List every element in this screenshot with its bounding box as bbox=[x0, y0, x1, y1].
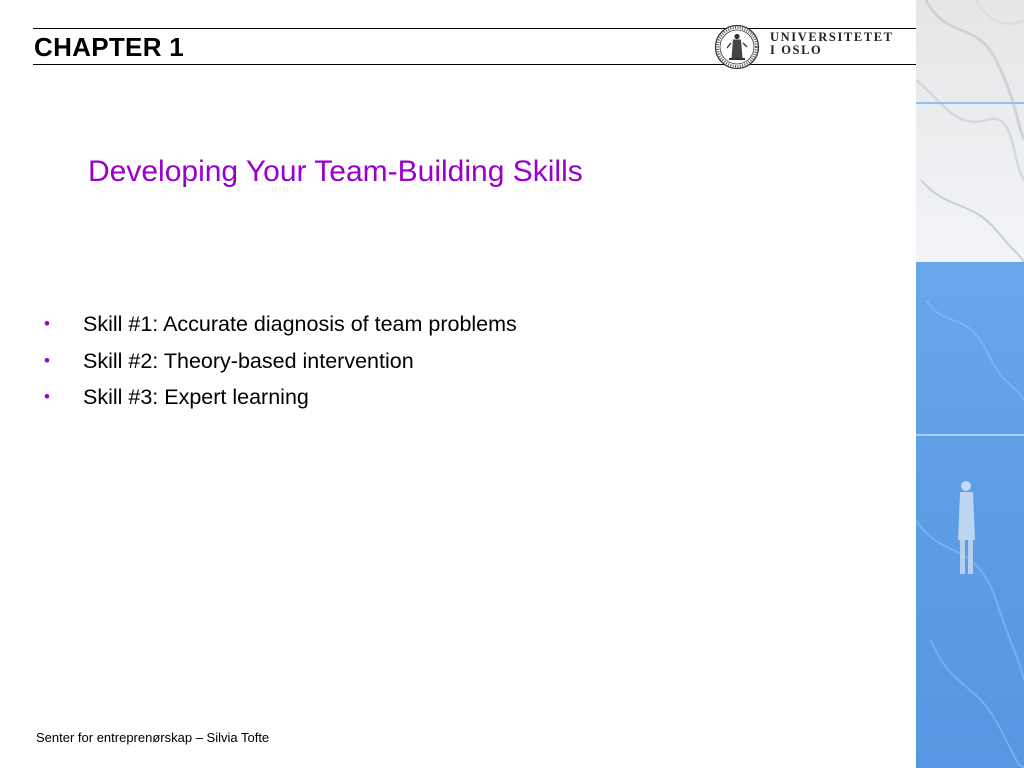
bullet-icon: • bbox=[44, 350, 50, 370]
list-item-text: Skill #2: Theory-based intervention bbox=[83, 348, 414, 373]
bullet-icon: • bbox=[44, 387, 50, 406]
bullet-list bbox=[44, 306, 517, 416]
list-item bbox=[44, 379, 517, 416]
list-item bbox=[44, 306, 517, 343]
university-seal-icon bbox=[714, 24, 760, 70]
side-decoration-image bbox=[916, 0, 1024, 768]
bullet-icon: • bbox=[44, 314, 50, 333]
university-name-line1: UNIVERSITETET bbox=[770, 30, 894, 44]
list-item-text: Skill #1: Accurate diagnosis of team problems bbox=[83, 312, 517, 336]
university-name bbox=[770, 31, 894, 57]
university-logo bbox=[714, 24, 910, 68]
footer-credit: Senter for entreprenørskap – Silvia Tofte bbox=[36, 730, 270, 745]
list-item-text: Skill #3: Expert learning bbox=[83, 385, 309, 409]
university-name-line2: I OSLO bbox=[770, 43, 823, 57]
list-item bbox=[44, 343, 517, 380]
chapter-label: CHAPTER 1 bbox=[34, 32, 185, 62]
slide-title: Developing Your Team-Building Skills bbox=[88, 155, 583, 188]
